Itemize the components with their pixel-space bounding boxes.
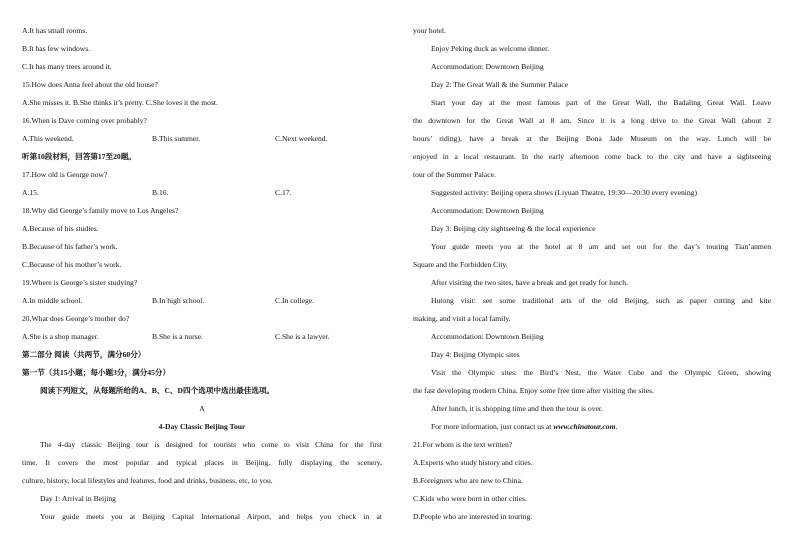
question-20: 20.What does George’s mother do? <box>22 314 130 323</box>
question-16: 16.When is Dave coming over probably? <box>22 116 147 125</box>
passage-letter: A <box>199 404 205 413</box>
question-18: 18.Why did George’s family move to Los Angeles? <box>22 206 179 215</box>
day-3-text-2: Square and the Forbidden City. <box>413 260 508 269</box>
q17-option-c: C.17. <box>275 188 292 197</box>
q16-option-a: A.This weekend. <box>22 134 74 143</box>
q14-option-c: C.It has many trees around it. <box>22 62 112 71</box>
day-3-text-3: After visiting the two sites, have a break and get ready for lunch. <box>431 278 628 287</box>
contact-url-link[interactable]: www.chinatour.com <box>553 422 616 431</box>
question-21: 21.For whom is the text written? <box>413 440 513 449</box>
intro-line-1: The 4-day classic Beijing tour is designed for tourists who come to visit China for the first <box>40 440 382 449</box>
q16-option-b: B.This summer. <box>152 134 201 143</box>
q14-option-b: B.It has few windows. <box>22 44 91 53</box>
day-3-accommodation: Accommodation: Downtown Beijing <box>431 332 544 341</box>
q15-option-c: C.She loves it the most. <box>145 98 218 107</box>
q21-option-a: A.Experts who study history and cities. <box>413 458 533 467</box>
q15-options <box>22 96 382 110</box>
contact-suffix: . <box>615 422 618 431</box>
q19-option-c: C.In college. <box>275 296 315 305</box>
day-4-text-1: Visit the Olympic sites: the Bird’s Nest, the Water Cube and the Olympic Green, showing <box>431 368 771 377</box>
q18-option-b: B.Because of his father’s work. <box>22 242 118 251</box>
q21-option-d: D.People who are interested in touring. <box>413 512 533 521</box>
q17-option-a: A.15. <box>22 188 39 197</box>
day-2-text-1: Start your day at the most famous part of the Great Wall, the Badaling Great Wall. Leave <box>431 98 771 107</box>
q17-option-b: B.16. <box>152 188 169 197</box>
day-2-text-3: hours’ riding), have a break at the Beijing Bona Jade Museum on the way. Lunch will be <box>413 134 771 143</box>
q16-options <box>22 132 382 146</box>
day-4-text-3: After lunch, it is shopping time and then the tour is over. <box>431 404 603 413</box>
day-1-accommodation: Accommodation: Downtown Beijing <box>431 62 544 71</box>
contact-prefix: For more information, just contact us at <box>431 422 554 431</box>
question-19: 19.Where is George’s sister studying? <box>22 278 138 287</box>
day-1-text: Your guide meets you at Beijing Capital International Airport, and helps you check in at <box>40 512 382 521</box>
q15-option-a: A.She misses it. <box>22 98 71 107</box>
q17-options <box>22 186 382 200</box>
day-4-heading: Day 4: Beijing Olympic sites <box>431 350 520 359</box>
reading-instruction: 阅读下列短文，从每题所给的A、B、C、D四个选项中选出最佳选项。 <box>40 386 275 395</box>
day-3-heading: Day 3: Beijing city sightseeing & the local experience <box>431 224 596 233</box>
q18-option-c: C.Because of his mother’s work. <box>22 260 122 269</box>
day-2-heading: Day 2: The Great Wall & the Summer Palace <box>431 80 569 89</box>
day-1-heading: Day 1: Arrival in Beijing <box>40 494 116 503</box>
q21-option-b: B.Foreigners who are new to China. <box>413 476 523 485</box>
q20-option-c: C.She is a lawyer. <box>275 332 330 341</box>
question-15: 15.How does Anna feel about the old house? <box>22 80 158 89</box>
intro-line-2: time. It covers the most popular and typical places in Beijing, fully displaying the scenery, <box>22 458 382 467</box>
q20-option-a: A.She is a shop manager. <box>22 332 99 341</box>
question-17: 17.How old is George now? <box>22 170 108 179</box>
q14-option-a: A.It has small rooms. <box>22 26 88 35</box>
listening-instruction-10: 听第10段材料，回答第17至20题。 <box>22 152 136 161</box>
q20-options <box>22 330 382 344</box>
day-2-text-4: enjoyed in a local restaurant. In the early afternoon come back to the city and have a sightseeing <box>413 152 771 161</box>
q16-option-c: C.Next weekend. <box>275 134 328 143</box>
intro-line-3: culture, history, local lifestyles and features, food and drinks, business, etc, to you. <box>22 476 273 485</box>
day-4-text-2: the fast developing modern China. Enjoy some free time after visiting the sites. <box>413 386 654 395</box>
contact-info <box>413 420 771 434</box>
day-3-text-1: Your guide meets you at the hotel at 8 am and set out for the day’s touring Tian’anmen <box>431 242 771 251</box>
hutong-visit-2: making, and visit a local family. <box>413 314 511 323</box>
day-1-text-continued: your hotel. <box>413 26 446 35</box>
suggested-activity: Suggested activity: Beijing opera shows (Liyuan Theatre, 19:30—20:30 every evening) <box>431 188 697 197</box>
q19-option-b: B.In high school. <box>152 296 205 305</box>
day-2-text-2: the downtown for the Great Wall at 8 am. Since it is a long drive to the Great Wall (about 2 <box>413 116 771 125</box>
day-2-accommodation: Accommodation: Downtown Beijing <box>431 206 544 215</box>
q19-options <box>22 294 382 308</box>
q19-option-a: A.In middle school. <box>22 296 83 305</box>
part-two-heading: 第二部分 阅读（共两节，满分60分） <box>22 350 146 359</box>
q15-option-b: B.She thinks it’s pretty. <box>72 98 144 107</box>
hutong-visit-1: Hutong visit: see some traditional arts of the old Beijing, such as paper cutting and kite <box>431 296 771 305</box>
section-one-heading: 第一节（共15小题；每小题3分，满分45分） <box>22 368 171 377</box>
q18-option-a: A.Because of his studies. <box>22 224 99 233</box>
q21-option-c: C.Kids who were born in other cities. <box>413 494 527 503</box>
welcome-dinner: Enjoy Peking duck as welcome dinner. <box>431 44 550 53</box>
q20-option-b: B.She is a nurse. <box>152 332 203 341</box>
passage-title: 4-Day Classic Beijing Tour <box>158 422 246 431</box>
day-2-text-5: tour of the Summer Palace. <box>413 170 496 179</box>
